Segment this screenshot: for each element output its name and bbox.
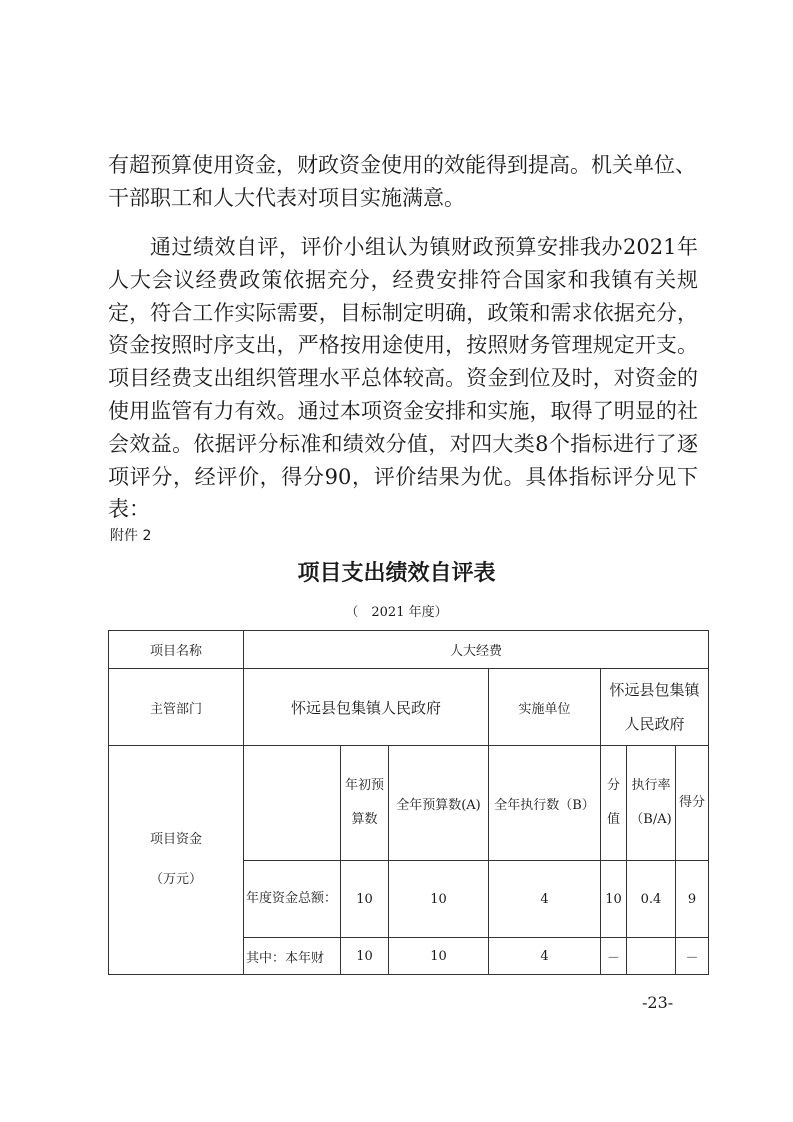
table-row <box>109 669 709 746</box>
body-paragraph-2: 通过绩效自评，评价小组认为镇财政预算安排我办2021年人大会议经费政策依据充分，经费安排符合国家和我镇有关规定，符合工作实际需要，目标制定明确，政策和需求依据充分，资金按照时序支出，严格按用途使用，按照财务管理规定开支。项目经费支出组织管理水平总体较高。资金到位及时，对资金的使用监管有力有效。通过本项资金安排和实施，取得了明显的社会效益。依据评分标准和绩效分值，对四大类8个指标进行了逐项评分，经评价，得分90，评价结果为优。具体指标评分见下表： <box>108 235 698 522</box>
year-note: （ 2021 年度） <box>345 605 448 620</box>
header-annual-execution: 全年执行数（B） <box>489 746 601 861</box>
row-label: 其中：本年财 <box>244 938 341 975</box>
cell-initial-budget: 10 <box>341 861 389 938</box>
header-execution-rate: 执行率（B/A) <box>627 746 676 861</box>
self-evaluation-table <box>108 630 709 975</box>
dept-label: 主管部门 <box>109 669 244 746</box>
header-score-weight: 分值 <box>601 746 627 861</box>
cell-annual-execution: 4 <box>489 938 601 975</box>
cell-annual-budget: 10 <box>389 861 489 938</box>
cell-initial-budget: 10 <box>341 938 389 975</box>
cell-annual-budget: 10 <box>389 938 489 975</box>
cell-score: 9 <box>676 861 709 938</box>
funds-label: 项目资金 <box>149 832 202 847</box>
impl-value: 怀远县包集镇人民政府 <box>601 669 709 746</box>
table-row <box>109 631 709 669</box>
project-name-value: 人大经费 <box>244 631 709 669</box>
header-initial-budget: 年初预算数 <box>341 746 389 861</box>
cell-score-weight: － <box>601 938 627 975</box>
page-number: -23- <box>642 993 674 1012</box>
project-name-label: 项目名称 <box>109 631 244 669</box>
attachment-label: 附件 2 <box>110 528 152 544</box>
body-paragraph-1: 有超预算使用资金，财政资金使用的效能得到提高。机关单位、干部职工和人大代表对项目实施满意。 <box>108 153 696 210</box>
table-title: 项目支出绩效自评表 <box>297 561 496 586</box>
impl-label: 实施单位 <box>489 669 601 746</box>
header-annual-budget: 全年预算数(A) <box>389 746 489 861</box>
header-score: 得分 <box>676 746 709 861</box>
dept-value: 怀远县包集镇人民政府 <box>244 669 489 746</box>
cell-score: － <box>676 938 709 975</box>
funds-unit: （万元） <box>149 872 202 887</box>
table-row <box>109 746 709 861</box>
blank-header-cell <box>244 746 341 861</box>
row-label: 年度资金总额： <box>244 861 341 938</box>
cell-annual-execution: 4 <box>489 861 601 938</box>
cell-execution-rate <box>627 938 676 975</box>
cell-score-weight: 10 <box>601 861 627 938</box>
cell-execution-rate: 0.4 <box>627 861 676 938</box>
funds-label-cell <box>109 746 244 975</box>
